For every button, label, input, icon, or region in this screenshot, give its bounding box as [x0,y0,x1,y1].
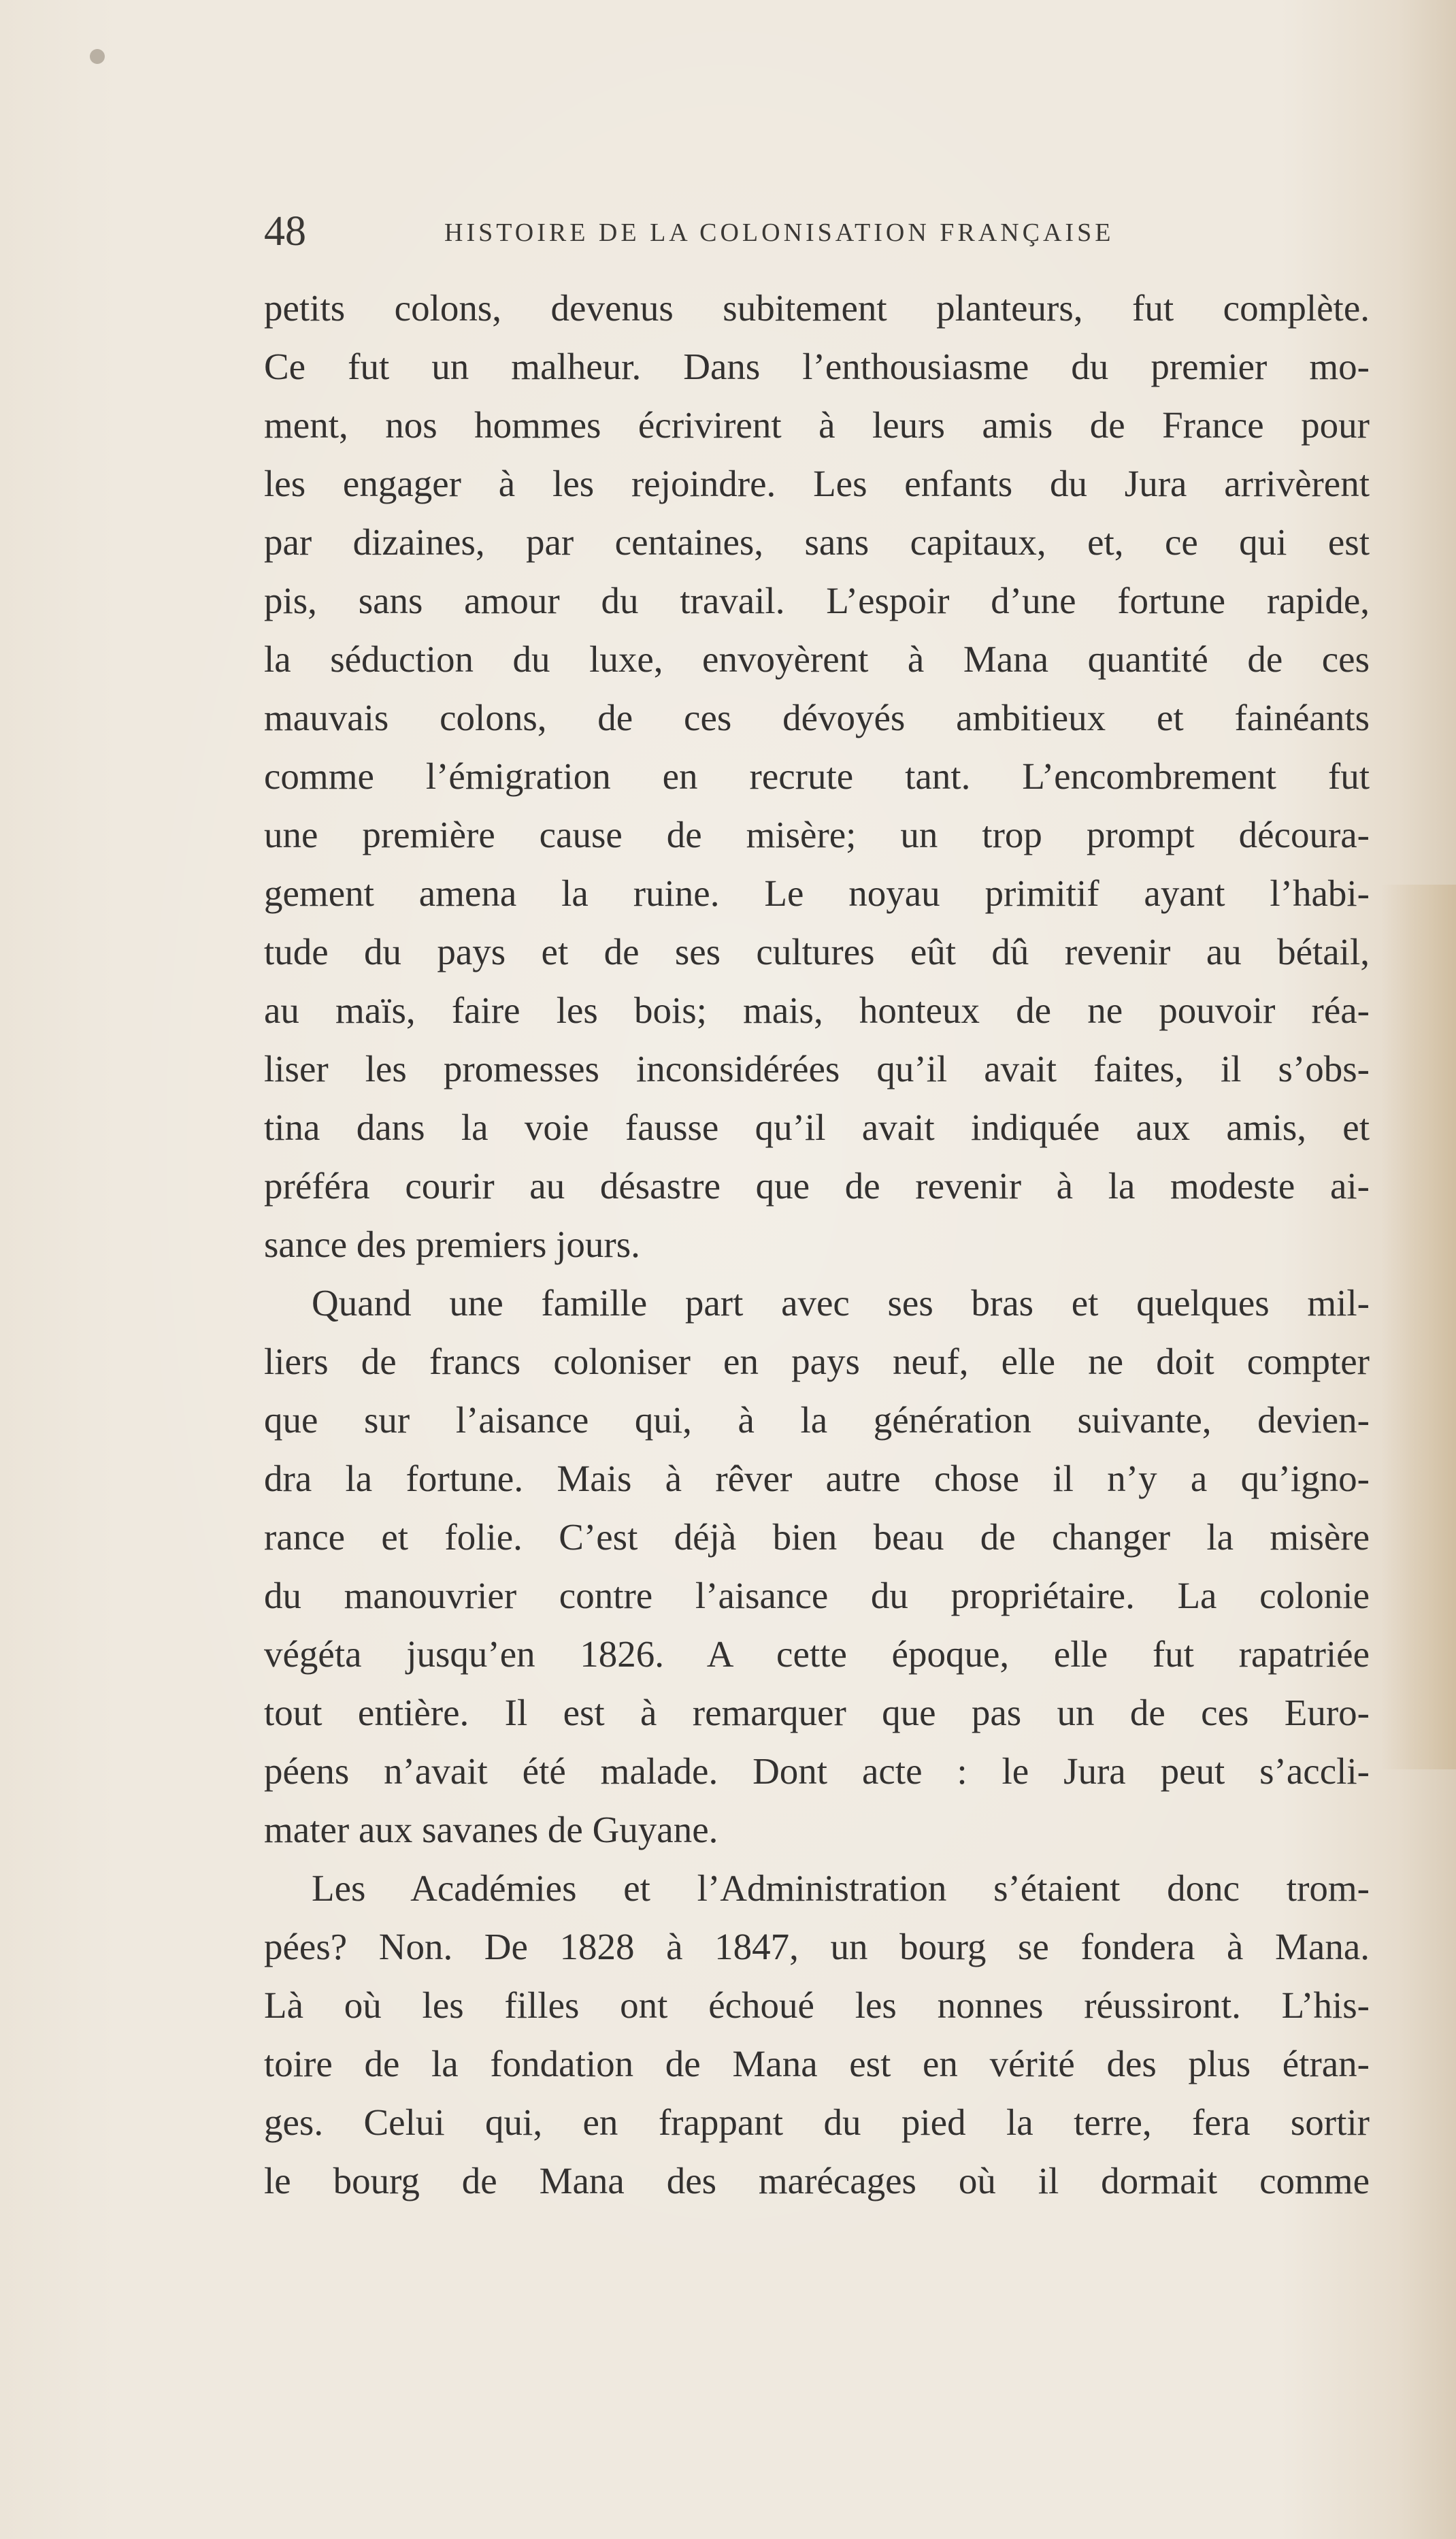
text-line: pis, sans amour du travail. L’espoir d’une fortune rapide, [264,580,1370,621]
text-line: petits colons, devenus subitement planteurs, fut complète. [264,287,1370,329]
running-head: HISTOIRE DE LA COLONISATION FRANÇAISE [444,218,1114,247]
text-line: Là où les filles ont échoué les nonnes réussiront. L’his- [264,1984,1370,2026]
text-line: ges. Celui qui, en frappant du pied la terre, fera sortir [264,2101,1370,2143]
text-line: que sur l’aisance qui, à la génération suivante, devien- [264,1399,1370,1441]
body-text [264,279,1370,2210]
page-edge-stain [1381,885,1456,1769]
text-line: tout entière. Il est à remarquer que pas un de ces Euro- [264,1692,1370,1733]
text-line: pées? Non. De 1828 à 1847, un bourg se fondera à Mana. [264,1926,1370,1967]
text-line: préféra courir au désastre que de revenir à la modeste ai- [264,1165,1370,1207]
text-line: les engager à les rejoindre. Les enfants du Jura arrivèrent [264,463,1370,504]
text-line: mater aux savanes de Guyane. [264,1809,718,1850]
text-line: le bourg de Mana des marécages où il dormait comme [264,2160,1370,2201]
text-line: végéta jusqu’en 1826. A cette époque, elle fut rapatriée [264,1633,1370,1675]
text-line: comme l’émigration en recrute tant. L’encombrement fut [264,755,1370,797]
text-line: au maïs, faire les bois; mais, honteux de ne pouvoir réa- [264,989,1370,1031]
text-line: du manouvrier contre l’aisance du propriétaire. La colonie [264,1575,1370,1616]
text-line: toire de la fondation de Mana est en vérité des plus étran- [264,2043,1370,2084]
text-line: rance et folie. C’est déjà bien beau de changer la misère [264,1516,1370,1558]
text-line: Ce fut un malheur. Dans l’enthousiasme du premier mo- [264,346,1370,387]
text-line: tude du pays et de ses cultures eût dû revenir au bétail, [264,931,1370,972]
text-line: Quand une famille part avec ses bras et quelques mil- [312,1282,1370,1324]
text-line: liser les promesses inconsidérées qu’il avait faites, il s’obs- [264,1048,1370,1090]
text-line: une première cause de misère; un trop prompt découra- [264,814,1370,855]
page-number: 48 [264,208,306,255]
text-line: Les Académies et l’Administration s’étaient donc trom- [312,1867,1370,1909]
text-line: liers de francs coloniser en pays neuf, elle ne doit compter [264,1341,1370,1382]
text-line: gement amena la ruine. Le noyau primitif ayant l’habi- [264,872,1370,914]
text-line: dra la fortune. Mais à rêver autre chose il n’y a qu’igno- [264,1458,1370,1499]
text-line: ment, nos hommes écrivirent à leurs amis de France pour [264,404,1370,446]
text-line: mauvais colons, de ces dévoyés ambitieux et fainéants [264,697,1370,738]
text-line: tina dans la voie fausse qu’il avait indiquée aux amis, et [264,1107,1370,1148]
text-line: sance des premiers jours. [264,1224,640,1265]
ink-spot [90,49,105,64]
page-header [264,204,1370,259]
text-line: la séduction du luxe, envoyèrent à Mana quantité de ces [264,638,1370,680]
text-line: péens n’avait été malade. Dont acte : le Jura peut s’accli- [264,1750,1370,1792]
text-line: par dizaines, par centaines, sans capitaux, et, ce qui est [264,521,1370,563]
